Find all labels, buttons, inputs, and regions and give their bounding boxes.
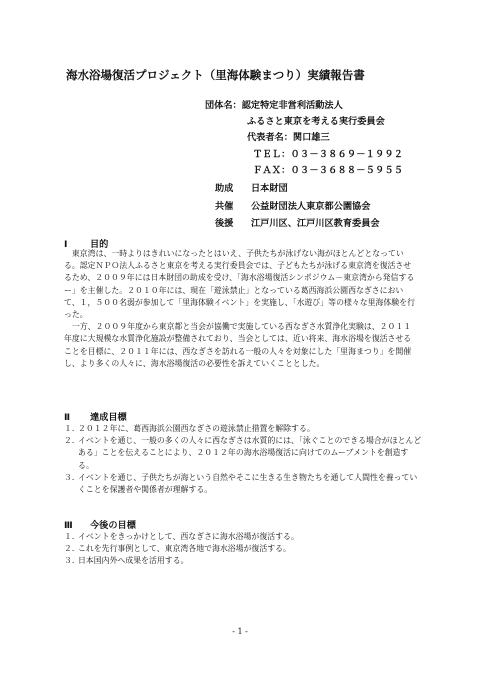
item-number: ２．: [64, 436, 80, 446]
item-number: ２．: [64, 544, 80, 554]
item-number: １．: [64, 532, 80, 541]
section-number: Ⅰ: [64, 239, 68, 250]
support-row: [215, 215, 380, 233]
paragraph: 一方、２００９年度から東京都と当会が協働で実施している西なぎさ水質浄化実験は、２０１１年度に大規模な水質浄化施設が整備されており、当会としては、近い将来、海水浴場を復活させることを目標に、２０１１年には、西なぎさを訪れる一般の人々を対象にした「里海まつり」を開催し、より多くの人々に、海水浴場復活の必要性を訴えていくこととした。: [64, 322, 412, 368]
list-item: [64, 423, 424, 435]
list-item: [64, 543, 424, 555]
page-number: - 1 -: [232, 627, 248, 636]
item-text: ２０１２年に、葛西海浜公園西なぎさの遊泳禁止措置を解除する。: [78, 424, 315, 433]
group-label: 団体名：認定特定非営利活動法人: [205, 100, 343, 111]
item-number: １．: [64, 424, 80, 433]
list-item: [64, 435, 424, 472]
list-item: [64, 531, 424, 543]
section-title: 達成目標: [90, 412, 127, 423]
support-key: 共催: [215, 200, 234, 212]
section-title: 目的: [90, 239, 109, 250]
item-text: 日本国内外へ成果を活用する。: [78, 556, 189, 566]
support-key: 後援: [215, 218, 234, 229]
goal-list: [64, 423, 424, 496]
document-title: 海水浴場復活プロジェクト（里海体験まつり）実績報告書: [66, 68, 365, 82]
paragraph: 東京湾は、一時よりはきれいになったとはいえ、子供たちが泳げない海がほとんどとなっている。認定ＮＰＯ法人ふるさと東京を考える実行委員会では、子どもたちが泳げる東京湾を復活させるため、２００９年には日本財団の助成を受け、「海水浴場復活シンポジウム－東京湾から発信するー」を主催した。２０１０年には、現在「遊泳禁止」となっている葛西海浜公園西なぎさにおいて、１，５００名弱が参加して「里海体験イベント」を実施し、「水遊び」等の様々な里海体験を行った。: [64, 249, 415, 320]
support-row: [215, 180, 380, 198]
group-name: ふるさと東京を考える実行委員会: [247, 116, 385, 128]
support-value: 日本財団: [251, 183, 288, 194]
section-heading: [64, 409, 127, 423]
item-text: イベントをきっかけとして、西なぎさに海水浴場が復活する。: [78, 532, 299, 541]
item-text: これを先行事例として、東京湾各地で海水浴場が復活する。: [78, 544, 291, 554]
section-body: [64, 248, 416, 370]
fax-number: ＦＡＸ：０３－３６８８－５９５５: [253, 164, 404, 176]
future-goal-list: [64, 531, 424, 568]
support-block: [215, 180, 380, 233]
tel-number: ＴＥＬ：０３－３８６９－１９９２: [253, 148, 404, 160]
item-text: イベントを通じ、子供たちが海という自然やそこに生きる生き物たちを通して人間性を養っていくことを保護者や関係者が理解する。: [78, 472, 418, 495]
section-number: Ⅲ: [64, 520, 73, 531]
support-row: [215, 198, 380, 216]
support-value: 公益財団法人東京都公園協会: [251, 200, 371, 212]
item-text: イベントを通じ、一般の多くの人々に西なぎさは水質的には、「泳ぐことのできる場合がほとんどある」ことを伝えることにより、２０１２年の海水浴場復活に向けてのムーブメントを創造する。: [78, 436, 422, 470]
list-item: [64, 555, 424, 567]
organization-block: [205, 98, 403, 179]
list-item: [64, 472, 424, 496]
section-heading: [64, 517, 136, 531]
item-number: ３．: [64, 556, 80, 566]
support-value: 江戸川区、江戸川区教育委員会: [251, 218, 380, 229]
representative: 代表者名：関口雄三: [247, 132, 330, 144]
section-number: Ⅱ: [64, 412, 71, 423]
section-title: 今後の目標: [90, 520, 136, 531]
item-number: ３．: [64, 472, 80, 482]
support-key: 助成: [215, 183, 234, 194]
